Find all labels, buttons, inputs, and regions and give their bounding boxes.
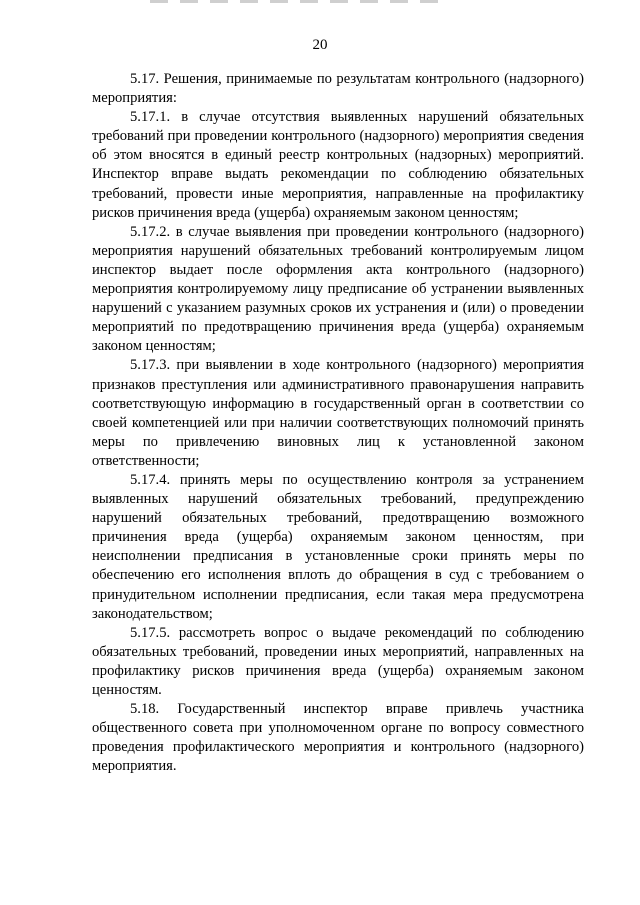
paragraph-5-18: 5.18. Государственный инспектор вправе привлечь участника общественного совета при уполномоченном органе по вопросу совместного проведения профилактического мероприятия и контрольного (надзорного) мероприятия. (92, 701, 584, 775)
paragraph-5-17-1: 5.17.1. в случае отсутствия выявленных нарушений обязательных требований при проведении контрольного (надзорного) мероприятия сведения об этом вносятся в единый реестр контрольных (надзорных) мероприятий. Инспектор вправе выдать рекомендации по соблюдению обязательных требований, провести иные мероприятия, направленные на профилактику рисков причинения вреда (ущерба) охраняемым законом ценностям; (92, 109, 584, 221)
paragraph-5-17-2: 5.17.2. в случае выявления при проведении контрольного (надзорного) мероприятия нарушений обязательных требований контролируемым лицом инспектор выдает после оформления акта контрольного (надзорного) мероприятия контролируемому лицу предписание об устранении выявленных нарушений с указанием разумных сроков их устранения и (или) о проведении мероприятий по предотвращению причинения вреда (ущерба) охраняемым законом ценностям; (92, 223, 584, 355)
scan-edge-artifact (150, 0, 450, 3)
paragraph-5-17-5: 5.17.5. рассмотреть вопрос о выдаче рекомендаций по соблюдению обязательных требований, проведении иных мероприятий, направленных на профилактику рисков причинения вреда (ущерба) охраняемым законом ценностям. (92, 624, 584, 698)
paragraph-5-17-4: 5.17.4. принять меры по осуществлению контроля за устранением выявленных нарушений обязательных требований, предупреждению нарушений обязательных требований, предотвращению возможного причинения вреда (ущерба) охраняемым законом ценностям, при неисполнении предписания в установленные сроки принять меры по обеспечению его исполнения вплоть до обращения в суд с требованием о принудительном исполнении предписания, если такая мера предусмотрена законодательством; (92, 471, 584, 622)
paragraph-5-17-3: 5.17.3. при выявлении в ходе контрольного (надзорного) мероприятия признаков преступления или административного правонарушения направить соответствующую информацию в государственный орган в соответствии со своей компетенцией или при наличии соответствующих полномочий принять меры по привлечению виновных лиц к установленной законом ответственности; (92, 357, 584, 469)
page-number: 20 (312, 37, 328, 53)
document-body (92, 70, 584, 776)
paragraph-5-17: 5.17. Решения, принимаемые по результатам контрольного (надзорного) мероприятия: (92, 71, 584, 107)
